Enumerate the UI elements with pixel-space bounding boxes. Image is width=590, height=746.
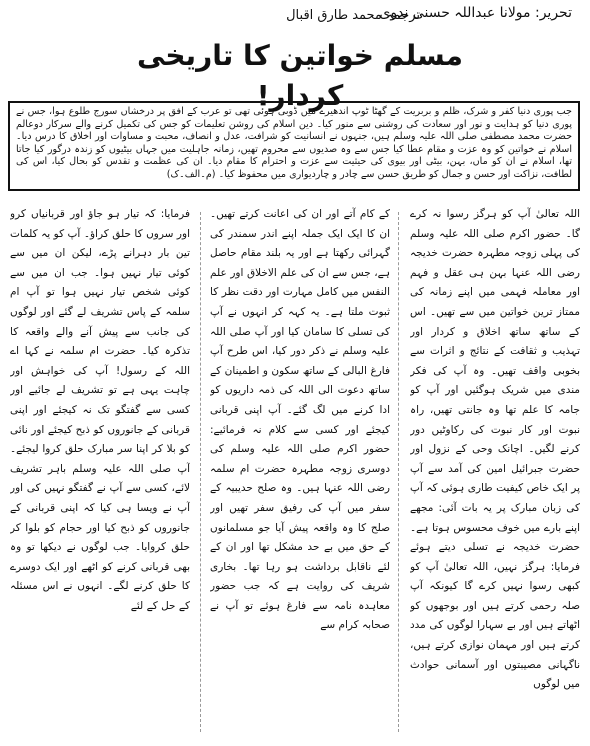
column-text: اللہ تعالیٰ آپ کو ہرگز رسوا نہ کرے گا۔ حضور اکرم صلی اللہ علیہ وسلم کی پہلی زوجہ مطہرہ حضرت خدیجہ رضی اللہ عنہا بہن ہی عقل و فہم اور معاملہ فہمی میں اپنے زمانہ کی ممتاز ترین خواتین میں سے تھیں۔ اس کے ساتھ ساتھ اخلاق و کردار اور تہذیب و ثقافت کے نتائج و اثرات سے بخوبی واقف تھیں۔ وہ آپ کی فکر مندی میں شریک ہوگئیں اور آپ کو جامہ کا علم تھا وہ جانتی تھیں، راہ نبوت اور کار نبوت کی رکاوٹیں دور کرنے لگیں۔ اچانک وحی کے نزول اور حضرت جبرائیل امین کی آمد سے آپ پر ایک خاص کیفیت طاری ہوئی کہ آپ کی زبان مبارک پر یہ بات آئی: مجھے اپنے بارے میں خوف محسوس ہوتا ہے۔ حضرت خدیجہ نے تسلی دیتے ہوئے فرمایا: ہرگز نہیں، اللہ تعالیٰ آپ کو کبھی رسوا نہیں کرے گا کیونکہ آپ صلہ رحمی کرتے ہیں اور بوجھوں کو اٹھاتے ہیں اور بے سہارا لوگوں کی مدد کرتے ہیں اور مہمان نوازی کرتے ہیں، ناگہانی مصیبتوں اور آسمانی حوادث میں لوگوں	[410, 208, 580, 691]
column-right	[410, 205, 580, 746]
intro-text: جب پوری دنیا کفر و شرک، ظلم و بربریت کے گھٹا ٹوپ اندھیرے میں ڈوبی ہوئی تھی تو عرب کے افق پر درخشاں سورج طلوع ہوا، جس نے پوری دنیا کو ہدایت و نور اور سعادت کی روشنی سے منور کیا۔ دین اسلام کی روشن تعلیمات کو جس کی تکمیل کرنے والے سرکار دوعالم حضرت محمد مصطفی صلی اللہ علیہ وسلم ہیں، جنہوں نے انسانیت کو شرافت، عدل و انصاف، محبت و مساوات اور اخلاق کا درس دیا۔ اسلام نے خواتین کو وہ عزت و مقام عطا کیا جس سے وہ صدیوں سے محروم تھیں، زمانہ جاہلیت میں جہاں بیٹیوں کو زندہ درگور کیا جاتا تھا، اسلام نے ان کو ماں، بہن، بیٹی اور بیوی کی حیثیت سے عزت و احترام کا مقام دیا۔ ان کی عظمت و تقدس کو بحال کیا، اس کی لطافت، نزاکت اور حسن و جمال کو طریق حسن سے چادر و چاردیواری میں محفوظ کیا۔ (م۔الف۔ک)	[16, 106, 572, 180]
article-body	[0, 205, 590, 746]
column-middle	[210, 205, 390, 746]
article-header	[0, 0, 590, 112]
article-title: مسلم خواتین کا تاریخی کردار!	[137, 39, 463, 112]
column-text: کے کام آتے اور ان کی اعانت کرتے تھیں۔ ان کا ایک ایک جملہ اپنے اندر سمندر کی گہرائی رکھتا ہے اور یہ بلند مقام حاصل ہے، جس سے ان کی علم الاخلاق اور علم النفس میں کامل مہارت اور دقت نظر کا ثبوت ملتا ہے۔ یہ کہہ کر انہوں نے آپ کی تسلی کا سامان کیا اور آپ صلی اللہ علیہ وسلم نے ذکر دور کیا، اس طرح آپ فارغ البالی کے ساتھ سکون و اطمینان کے ساتھ دعوت الی اللہ کی ذمہ داریوں کو ادا کرنے میں لگ گئے۔ آپ اپنی قربانی کیجئے اور کسی سے کلام نہ فرمائیے: حضور اکرم صلی اللہ علیہ وسلم کی دوسری زوجہ مطہرہ حضرت ام سلمہ رضی اللہ عنہا ہیں۔ وہ صلح حدیبیہ کے سفر میں آپ کی رفیق سفر تھیں اور صلح کا وہ واقعہ پیش آیا جو مسلمانوں کے حق میں بے حد مشکل تھا اور ان کے لئے ناقابل برداشت ہو رہا تھا۔ بخاری شریف کی روایت ہے کہ جب حضور معاہدہ نامہ سے فارغ ہوئے تو آپ نے صحابہ کرام سے	[210, 208, 390, 632]
column-left	[10, 205, 190, 746]
column-text: فرمایا: کہ تیار ہو جاؤ اور قربانیاں کرو اور سروں کا حلق کراؤ۔ آپ کو یہ کلمات تین بار دہرانے پڑے، لیکن ان میں سے کوئی تیار نہیں ہوا۔ جب ان میں سے کوئی شخص تیار نہیں ہوا تو آپ ام سلمہ کے پاس تشریف لے گئے اور لوگوں کی جانب سے پیش آنے والے واقعہ کا تذکرہ کیا۔ حضرت ام سلمہ نے کہا اے اللہ کے رسول! آپ کی خواہش اور چاہت یہی ہے تو تشریف لے جائیے اور کسی سے گفتگو تک نہ کیجئے اور اپنی قربانی کے جانوروں کو ذبح کیجئے اور نائی کو بلا کر اپنا سر مبارک حلق کروا لیجئے۔ آپ صلی اللہ علیہ وسلم باہر تشریف لائے، کسی سے آپ نے گفتگو نہیں کی اور آپ نے ویسا ہی کیا کہ اپنی قربانی کے جانوروں کو ذبح کیا اور حجام کو بلوا کر حلق کروایا۔ جب لوگوں نے دیکھا تو وہ بھی قربانی کرنے کو اٹھے اور ایک دوسرے کا حلق کرنے لگے۔ انہوں نے اس مسئلہ کے حل کے لئے	[10, 208, 190, 612]
translator-byline: ترجمہ محمد طارق اقبال	[286, 8, 420, 23]
author-byline: تحریر: مولانا عبداللہ حسنی ندوی	[379, 5, 572, 21]
intro-box	[8, 101, 580, 191]
